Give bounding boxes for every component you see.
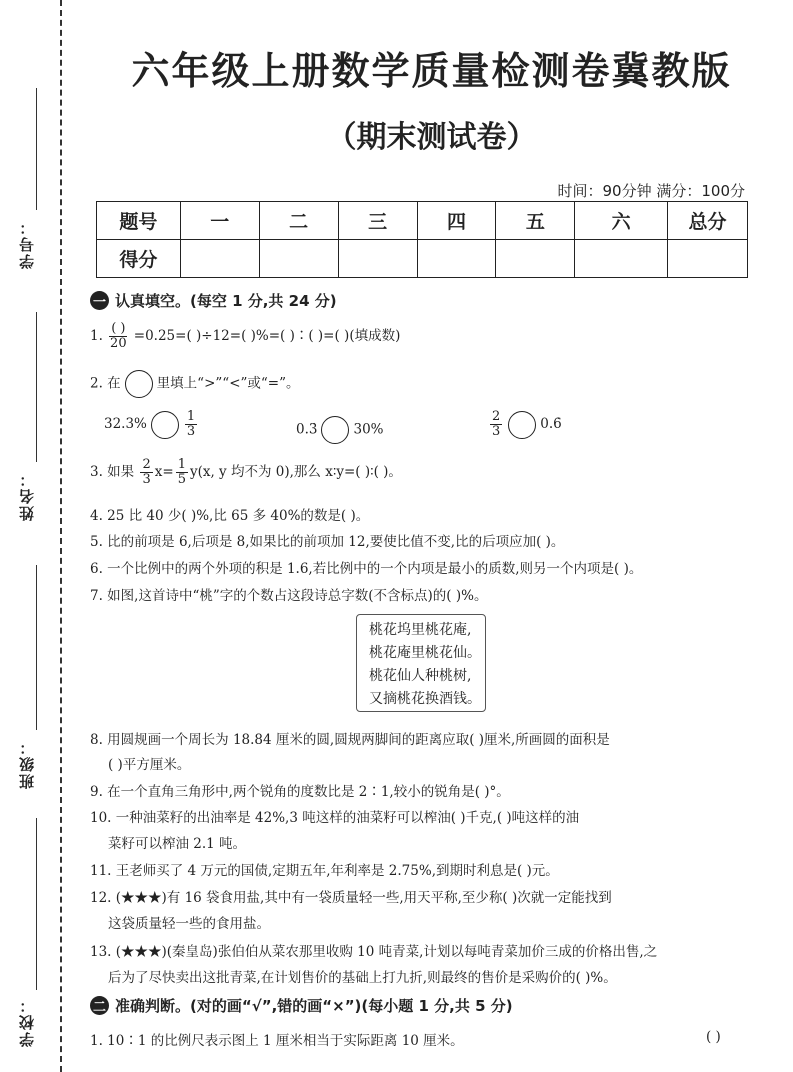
question-13-cont: 后为了尽快卖出这批青菜,在计划售价的基础上打九折,则最终的售价是采购价的( )%。 xyxy=(108,970,617,986)
answer-circle[interactable] xyxy=(321,416,349,444)
score-cell: 三 xyxy=(338,202,417,240)
question-11: 11. 王老师买了 4 万元的国债,定期五年,年利率是 2.75%,到期时利息是( )元。 xyxy=(90,863,559,879)
section-title: 准确判断。(对的画“√”,错的画“×”)(每小题 1 分,共 5 分) xyxy=(115,997,513,1015)
question-9: 9. 在一个直角三角形中,两个锐角的度数比是 2∶1,较小的锐角是( )°。 xyxy=(90,784,510,800)
score-input-cell[interactable] xyxy=(668,240,748,278)
score-cell: 得分 xyxy=(97,240,181,278)
poem-line: 桃花坞里桃花庵, xyxy=(369,622,472,638)
fraction-denominator: 3 xyxy=(186,424,196,439)
question-3 xyxy=(90,458,402,487)
score-cell: 一 xyxy=(180,202,259,240)
compare-right: 0.6̇ xyxy=(540,416,562,432)
question-5: 5. 比的前项是 6,后项是 8,如果比的前项加 12,要使比值不变,比的后项应加( )。 xyxy=(90,534,565,550)
class-line xyxy=(36,565,37,730)
question-2a xyxy=(104,410,199,439)
question-10: 10. 一种油菜籽的出油率是 42%,3 吨这样的油菜籽可以榨油( )千克,( )吨这样的油 xyxy=(90,810,580,826)
answer-circle[interactable] xyxy=(508,411,536,439)
question-12-cont: 这袋质量轻一些的食用盐。 xyxy=(108,916,270,932)
score-input-cell[interactable] xyxy=(180,240,259,278)
score-input-cell[interactable] xyxy=(338,240,417,278)
score-input-cell[interactable] xyxy=(259,240,338,278)
page-title: 六年级上册数学质量检测卷冀教版 xyxy=(131,49,732,93)
question-1 xyxy=(90,322,400,351)
score-input-cell[interactable] xyxy=(496,240,575,278)
question-8: 8. 用圆规画一个周长为 18.84 厘米的圆,圆规两脚间的距离应取( )厘米,所画圆的面积是 xyxy=(90,732,610,748)
compare-circle-icon xyxy=(125,370,153,398)
name-line xyxy=(36,312,37,462)
question-12: 12. (★★★)有 16 袋食用盐,其中有一袋质量轻一些,用天平称,至少称( )次就一定能找到 xyxy=(90,890,612,906)
score-cell: 四 xyxy=(417,202,496,240)
poem-line: 桃花仙人种桃树, xyxy=(369,668,472,684)
fraction-numerator: 1 xyxy=(186,409,196,424)
fraction-numerator: 1 xyxy=(177,457,186,472)
section-number-badge: 二 xyxy=(90,996,109,1015)
question-2c xyxy=(488,410,562,439)
question-4: 4. 25 比 40 少( )%,比 65 多 40%的数是( )。 xyxy=(90,508,370,524)
question-text: 里填上“>”“<”或“=”。 xyxy=(156,375,300,392)
fraction-denominator: 3 xyxy=(142,472,151,487)
question-10-cont: 菜籽可以榨油 2.1 吨。 xyxy=(108,836,247,852)
question-7: 7. 如图,这首诗中“桃”字的个数占这段诗总字数(不含标点)的( )%。 xyxy=(90,588,488,604)
score-table xyxy=(96,201,748,278)
judge-question-1: 1. 10∶1 的比例尺表示图上 1 厘米相当于实际距离 10 厘米。 xyxy=(90,1033,464,1049)
compare-left: 32.3% xyxy=(104,416,147,432)
fraction-numerator[interactable]: ( ) xyxy=(111,321,126,336)
question-text: 2. 在 xyxy=(90,375,121,392)
poem-box xyxy=(356,614,486,712)
section-title: 认真填空。(每空 1 分,共 24 分) xyxy=(115,292,337,310)
class-label: 班级： xyxy=(18,738,36,789)
score-cell: 五 xyxy=(496,202,575,240)
fraction-numerator: 2 xyxy=(492,409,501,424)
compare-left: 0.3̇ xyxy=(296,421,318,438)
answer-circle[interactable] xyxy=(151,411,179,439)
binding-dashed-line xyxy=(60,0,62,1072)
score-cell: 六 xyxy=(575,202,668,240)
name-label: 姓名： xyxy=(18,470,36,521)
school-label: 学校： xyxy=(18,996,36,1047)
score-input-cell[interactable] xyxy=(575,240,668,278)
question-13: 13. (★★★)(秦皇岛)张伯伯从菜农那里收购 10 吨青菜,计划以每吨青菜加价三成的价格出售,之 xyxy=(90,944,658,960)
question-6: 6. 一个比例中的两个外项的积是 1.6,若比例中的一个内项是最小的质数,则另一个内项是( )。 xyxy=(90,561,643,577)
fraction xyxy=(109,322,127,351)
poem-line: 又摘桃花换酒钱。 xyxy=(369,691,481,707)
score-table-header-row xyxy=(97,202,748,240)
student-id-label: 学号： xyxy=(18,218,36,269)
score-cell: 题号 xyxy=(97,202,181,240)
fraction-denominator: 20 xyxy=(110,336,127,351)
page-subtitle: （期末测试卷） xyxy=(326,120,537,155)
section-number-badge: 一 xyxy=(90,291,109,310)
fraction-numerator: 2 xyxy=(142,457,151,472)
question-8-cont: ( )平方厘米。 xyxy=(108,757,191,773)
exam-meta: 时间：90分钟 满分：100分 xyxy=(557,182,745,200)
section-heading xyxy=(90,290,337,311)
fraction xyxy=(490,410,502,439)
question-2 xyxy=(90,370,300,398)
school-line xyxy=(36,818,37,990)
score-cell: 二 xyxy=(259,202,338,240)
poem-line: 桃花庵里桃花仙。 xyxy=(369,645,481,661)
judge-answer-bracket[interactable]: ( ) xyxy=(706,1029,721,1045)
compare-right: 30% xyxy=(353,421,384,438)
question-text: =0.25=( )÷12=( )%=( )∶( )=( )(填成数) xyxy=(133,328,401,344)
fraction-denominator: 5 xyxy=(177,472,186,487)
question-text: y(x, y 均不为 0),那么 x∶y=( )∶( )。 xyxy=(189,464,402,480)
score-input-cell[interactable] xyxy=(417,240,496,278)
question-number: 1. xyxy=(90,328,103,344)
question-text: x= xyxy=(154,464,174,480)
score-cell: 总分 xyxy=(668,202,748,240)
question-2b xyxy=(296,416,384,444)
score-table-score-row xyxy=(97,240,748,278)
fraction-denominator: 3 xyxy=(492,424,501,439)
fraction xyxy=(185,410,197,439)
fraction xyxy=(176,458,188,487)
section-heading xyxy=(90,995,513,1016)
question-text: 3. 如果 xyxy=(90,464,135,480)
student-id-line xyxy=(36,88,37,210)
fraction xyxy=(140,458,152,487)
